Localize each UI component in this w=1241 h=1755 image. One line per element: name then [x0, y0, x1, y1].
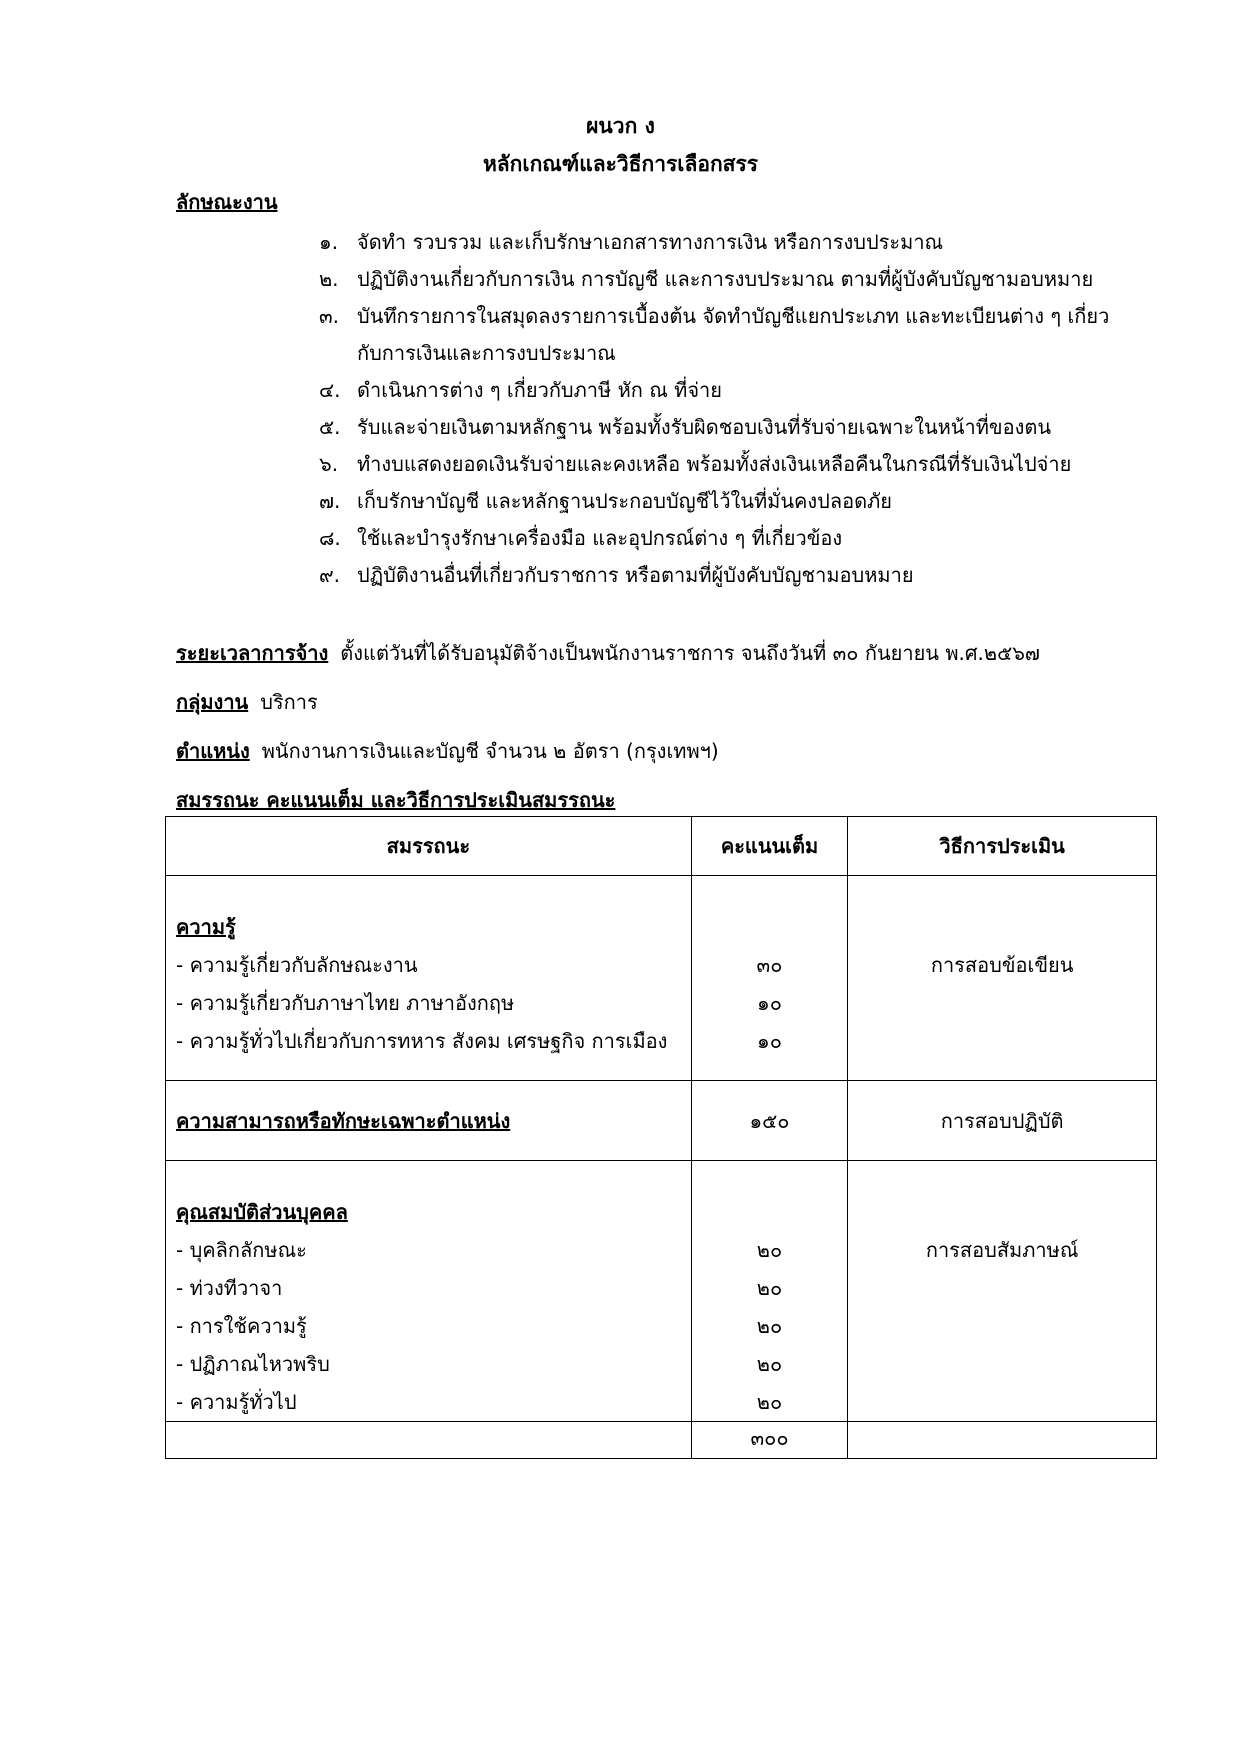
employment-period-label: ระยะเวลาการจ้าง — [176, 641, 329, 665]
job-group-value: บริการ — [260, 690, 318, 714]
duty-number: ๕. — [319, 415, 341, 439]
duty-text: บันทึกรายการในสมุดลงรายการเบื้องต้น จัดทำบัญชีแยกประเภท และทะเบียนต่าง ๆ เกี่ยวกับการเงินและการงบประมาณ — [357, 304, 1110, 365]
column-header-full-score: คะแนนเต็ม — [691, 817, 847, 876]
position — [176, 735, 719, 767]
duty-number: ๒. — [319, 267, 339, 291]
table-row-knowledge — [166, 876, 1157, 1081]
personal-group-title: คุณสมบัติส่วนบุคคล — [176, 1200, 348, 1224]
skill-method: การสอบปฏิบัติ — [848, 1081, 1157, 1161]
knowledge-item: - ความรู้ทั่วไปเกี่ยวกับการทหาร สังคม เศรษฐกิจ การเมือง — [176, 1029, 668, 1053]
position-value: พนักงานการเงินและบัญชี จำนวน ๒ อัตรา (กรุงเทพฯ) — [261, 739, 719, 763]
personal-item: - การใช้ความรู้ — [176, 1314, 307, 1338]
duty-text: จัดทำ รวบรวม และเก็บรักษาเอกสารทางการเงิน หรือการงบประมาณ — [357, 230, 944, 254]
table-row-personal — [166, 1161, 1157, 1422]
duty-number: ๑. — [319, 230, 339, 254]
duty-number: ๔. — [319, 378, 341, 402]
personal-item: - ปฏิภาณไหวพริบ — [176, 1352, 330, 1376]
method-value: การสอบข้อเขียน — [930, 953, 1074, 977]
personal-cell — [166, 1161, 692, 1422]
appendix-label: ผนวก ง — [586, 114, 655, 138]
skill-score: ๑๕๐ — [691, 1081, 847, 1161]
total-label-cell — [166, 1422, 692, 1459]
duty-item — [319, 372, 1119, 409]
score-value: ๓๐ — [756, 953, 783, 977]
total-score: ๓๐๐ — [691, 1422, 847, 1459]
duty-item — [319, 409, 1119, 446]
duty-number: ๓. — [319, 304, 340, 328]
page-title: หลักเกณฑ์และวิธีการเลือกสรร — [482, 152, 759, 176]
skill-cell — [166, 1081, 692, 1161]
score-value: ๒๐ — [756, 1314, 783, 1338]
job-duty-list — [319, 224, 1119, 594]
knowledge-item: - ความรู้เกี่ยวกับภาษาไทย ภาษาอังกฤษ — [176, 991, 515, 1015]
duty-number: ๘. — [319, 526, 341, 550]
duty-number: ๖. — [319, 452, 339, 476]
knowledge-score-cell — [691, 876, 847, 1081]
personal-item: - ท่วงทีวาจา — [176, 1276, 283, 1300]
column-header-method: วิธีการประเมิน — [848, 817, 1157, 876]
score-value: ๒๐ — [756, 1390, 783, 1414]
duty-item — [319, 483, 1119, 520]
personal-method-cell — [848, 1161, 1157, 1422]
knowledge-item: - ความรู้เกี่ยวกับลักษณะงาน — [176, 953, 418, 977]
employment-period — [176, 637, 1040, 669]
skill-group-title: ความสามารถหรือทักษะเฉพาะตำแหน่ง — [176, 1108, 511, 1133]
table-header-row — [166, 817, 1157, 876]
duty-item — [319, 261, 1119, 298]
score-value: ๒๐ — [756, 1238, 783, 1262]
duty-text: เก็บรักษาบัญชี และหลักฐานประกอบบัญชีไว้ในที่มั่นคงปลอดภัย — [357, 489, 893, 513]
knowledge-group-title: ความรู้ — [176, 915, 236, 939]
duty-item — [319, 557, 1119, 594]
knowledge-method-cell — [848, 876, 1157, 1081]
score-value: ๑๐ — [757, 991, 782, 1015]
duty-text: ปฏิบัติงานเกี่ยวกับการเงิน การบัญชี และการงบประมาณ ตามที่ผู้บังคับบัญชามอบหมาย — [357, 267, 1094, 291]
table-row-total — [166, 1422, 1157, 1459]
job-group-label: กลุ่มงาน — [176, 690, 249, 714]
duty-text: ทำงบแสดงยอดเงินรับจ่ายและคงเหลือ พร้อมทั้งส่งเงินเหลือคืนในกรณีที่รับเงินไปจ่าย — [357, 452, 1072, 476]
personal-item: - บุคลิกลักษณะ — [176, 1238, 307, 1262]
duty-text: ดำเนินการต่าง ๆ เกี่ยวกับภาษี หัก ณ ที่จ่าย — [357, 378, 722, 402]
knowledge-cell — [166, 876, 692, 1081]
duty-item — [319, 298, 1119, 372]
personal-score-cell — [691, 1161, 847, 1422]
duty-text: ใช้และบำรุงรักษาเครื่องมือ และอุปกรณ์ต่าง ๆ ที่เกี่ยวข้อง — [357, 526, 843, 550]
duty-item — [319, 224, 1119, 261]
duty-number: ๗. — [319, 489, 341, 513]
table-row-skill — [166, 1081, 1157, 1161]
competency-heading: สมรรถนะ คะแนนเต็ม และวิธีการประเมินสมรรถนะ — [176, 788, 616, 812]
score-value: ๑๐ — [757, 1029, 782, 1053]
position-label: ตำแหน่ง — [176, 739, 250, 763]
duty-text: รับและจ่ายเงินตามหลักฐาน พร้อมทั้งรับผิดชอบเงินที่รับจ่ายเฉพาะในหน้าที่ของตน — [357, 415, 1052, 439]
score-value: ๒๐ — [756, 1352, 783, 1376]
employment-period-value: ตั้งแต่วันที่ได้รับอนุมัติจ้างเป็นพนักงานราชการ จนถึงวันที่ ๓๐ กันยายน พ.ศ.๒๕๖๗ — [340, 641, 1040, 665]
personal-item: - ความรู้ทั่วไป — [176, 1390, 297, 1414]
duty-number: ๙. — [319, 563, 341, 587]
column-header-competency: สมรรถนะ — [166, 817, 692, 876]
job-description-heading: ลักษณะงาน — [176, 190, 278, 214]
duty-item — [319, 520, 1119, 557]
job-group — [176, 686, 318, 718]
duty-text: ปฏิบัติงานอื่นที่เกี่ยวกับราชการ หรือตามที่ผู้บังคับบัญชามอบหมาย — [357, 563, 914, 587]
method-value: การสอบสัมภาษณ์ — [925, 1238, 1079, 1262]
duty-item — [319, 446, 1119, 483]
total-method-cell — [848, 1422, 1157, 1459]
score-value: ๒๐ — [756, 1276, 783, 1300]
competency-table — [165, 816, 1157, 1459]
